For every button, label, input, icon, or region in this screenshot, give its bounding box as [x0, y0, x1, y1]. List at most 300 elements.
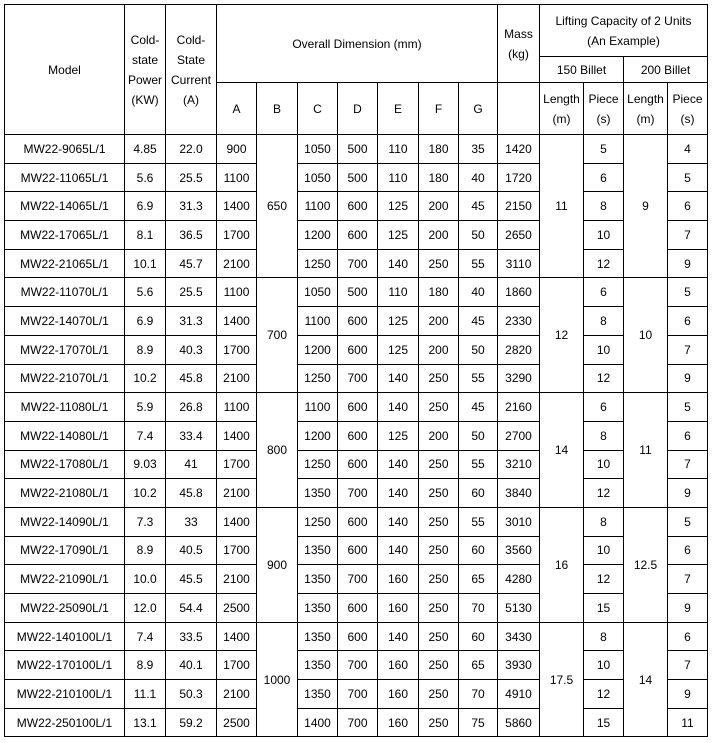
cell-piece-150: 8 — [584, 307, 624, 336]
cell-dim-f: 250 — [419, 622, 459, 651]
cell-model: MW22-21090L/1 — [5, 565, 125, 594]
cell-dim-c: 1250 — [298, 450, 338, 479]
cell-model: MW22-17070L/1 — [5, 335, 125, 364]
cell-length-150: 17.5 — [540, 622, 584, 737]
table-row — [5, 651, 708, 680]
cell-dim-c: 1100 — [298, 192, 338, 221]
cell-dim-a: 2100 — [217, 364, 257, 393]
table-row — [5, 192, 708, 221]
cell-mass: 2700 — [498, 421, 540, 450]
cell-piece-200: 6 — [668, 421, 708, 450]
cell-power: 10.0 — [125, 565, 166, 594]
cell-current: 45.8 — [166, 479, 217, 508]
table-header — [5, 5, 708, 135]
cell-dim-f: 250 — [419, 479, 459, 508]
table-row — [5, 335, 708, 364]
cell-dim-c: 1050 — [298, 278, 338, 307]
cell-power: 10.1 — [125, 249, 166, 278]
cell-current: 25.5 — [166, 163, 217, 192]
cell-dim-a: 1700 — [217, 450, 257, 479]
cell-dim-f: 250 — [419, 651, 459, 680]
cell-piece-200: 7 — [668, 335, 708, 364]
cell-piece-150: 6 — [584, 163, 624, 192]
cell-power: 7.3 — [125, 507, 166, 536]
cell-dim-a: 2100 — [217, 249, 257, 278]
header-length-150: Length (m) — [540, 83, 584, 135]
cell-length-200: 12.5 — [624, 507, 668, 622]
cell-dim-d: 600 — [338, 221, 378, 250]
header-mass-spacer — [498, 83, 540, 135]
cell-power: 8.9 — [125, 335, 166, 364]
cell-power: 9.03 — [125, 450, 166, 479]
cell-current: 33.4 — [166, 421, 217, 450]
cell-dim-d: 700 — [338, 565, 378, 594]
table-row — [5, 594, 708, 623]
cell-dim-d: 700 — [338, 708, 378, 737]
table-row — [5, 249, 708, 278]
cell-piece-200: 9 — [668, 479, 708, 508]
cell-dim-d: 600 — [338, 594, 378, 623]
cell-piece-200: 7 — [668, 450, 708, 479]
cell-dim-e: 140 — [378, 507, 419, 536]
cell-dim-d: 600 — [338, 335, 378, 364]
header-200-billet: 200 Billet — [624, 57, 708, 83]
cell-mass: 2820 — [498, 335, 540, 364]
cell-power: 8.9 — [125, 651, 166, 680]
cell-dim-e: 125 — [378, 421, 419, 450]
cell-dim-d: 700 — [338, 651, 378, 680]
cell-model: MW22-14080L/1 — [5, 421, 125, 450]
cell-dim-c: 1350 — [298, 536, 338, 565]
cell-model: MW22-11070L/1 — [5, 278, 125, 307]
table-row — [5, 536, 708, 565]
cell-dim-f: 180 — [419, 163, 459, 192]
cell-dim-g: 45 — [459, 307, 498, 336]
cell-dim-f: 250 — [419, 393, 459, 422]
cell-length-200: 14 — [624, 622, 668, 737]
cell-dim-f: 250 — [419, 594, 459, 623]
cell-mass: 3560 — [498, 536, 540, 565]
cell-length-200: 10 — [624, 278, 668, 393]
table-row — [5, 680, 708, 709]
cell-current: 45.5 — [166, 565, 217, 594]
cell-power: 8.9 — [125, 536, 166, 565]
cell-dim-a: 1400 — [217, 192, 257, 221]
cell-dim-e: 140 — [378, 364, 419, 393]
cell-mass: 5860 — [498, 708, 540, 737]
cell-power: 7.4 — [125, 421, 166, 450]
cell-model: MW22-25090L/1 — [5, 594, 125, 623]
cell-dim-e: 160 — [378, 565, 419, 594]
cell-dim-g: 50 — [459, 221, 498, 250]
cell-piece-200: 6 — [668, 192, 708, 221]
cell-power: 6.9 — [125, 192, 166, 221]
cell-dim-b: 700 — [257, 278, 298, 393]
cell-dim-g: 40 — [459, 163, 498, 192]
cell-model: MW22-140100L/1 — [5, 622, 125, 651]
cell-piece-150: 8 — [584, 192, 624, 221]
cell-piece-150: 10 — [584, 651, 624, 680]
cell-power: 5.9 — [125, 393, 166, 422]
cell-piece-200: 7 — [668, 651, 708, 680]
cell-length-150: 12 — [540, 278, 584, 393]
cell-dim-c: 1100 — [298, 393, 338, 422]
cell-dim-d: 600 — [338, 622, 378, 651]
header-mass: Mass (kg) — [498, 5, 540, 83]
cell-current: 40.5 — [166, 536, 217, 565]
cell-model: MW22-9065L/1 — [5, 135, 125, 164]
cell-current: 26.8 — [166, 393, 217, 422]
cell-dim-g: 60 — [459, 479, 498, 508]
header-dim-f: F — [419, 83, 459, 135]
cell-dim-d: 500 — [338, 278, 378, 307]
cell-piece-150: 12 — [584, 479, 624, 508]
cell-dim-c: 1050 — [298, 163, 338, 192]
cell-dim-c: 1400 — [298, 708, 338, 737]
cell-mass: 1860 — [498, 278, 540, 307]
cell-length-150: 14 — [540, 393, 584, 508]
cell-current: 33.5 — [166, 622, 217, 651]
cell-dim-g: 55 — [459, 507, 498, 536]
cell-dim-g: 45 — [459, 393, 498, 422]
cell-dim-c: 1350 — [298, 594, 338, 623]
cell-current: 22.0 — [166, 135, 217, 164]
cell-dim-a: 1100 — [217, 278, 257, 307]
cell-piece-200: 7 — [668, 565, 708, 594]
cell-power: 10.2 — [125, 364, 166, 393]
cell-dim-g: 70 — [459, 680, 498, 709]
cell-mass: 3010 — [498, 507, 540, 536]
cell-dim-e: 125 — [378, 192, 419, 221]
cell-power: 5.6 — [125, 278, 166, 307]
cell-piece-200: 6 — [668, 307, 708, 336]
header-dim-g: G — [459, 83, 498, 135]
cell-current: 54.4 — [166, 594, 217, 623]
cell-dim-d: 700 — [338, 364, 378, 393]
cell-model: MW22-14070L/1 — [5, 307, 125, 336]
cell-power: 13.1 — [125, 708, 166, 737]
cell-dim-f: 250 — [419, 364, 459, 393]
cell-dim-e: 160 — [378, 708, 419, 737]
cell-dim-a: 1400 — [217, 421, 257, 450]
table-row — [5, 278, 708, 307]
cell-dim-d: 700 — [338, 479, 378, 508]
cell-dim-e: 140 — [378, 622, 419, 651]
cell-model: MW22-21070L/1 — [5, 364, 125, 393]
cell-dim-d: 500 — [338, 135, 378, 164]
cell-mass: 3210 — [498, 450, 540, 479]
cell-dim-g: 50 — [459, 335, 498, 364]
cell-piece-200: 5 — [668, 278, 708, 307]
cell-mass: 2160 — [498, 393, 540, 422]
cell-piece-150: 10 — [584, 536, 624, 565]
cell-dim-e: 160 — [378, 680, 419, 709]
header-dim-c: C — [298, 83, 338, 135]
cell-dim-g: 60 — [459, 622, 498, 651]
cell-dim-e: 140 — [378, 450, 419, 479]
header-power: Cold- state Power (KW) — [125, 5, 166, 135]
table-body — [5, 135, 708, 737]
cell-mass: 3840 — [498, 479, 540, 508]
cell-dim-d: 700 — [338, 680, 378, 709]
cell-piece-150: 10 — [584, 335, 624, 364]
cell-dim-c: 1350 — [298, 565, 338, 594]
cell-dim-f: 200 — [419, 421, 459, 450]
cell-dim-d: 600 — [338, 536, 378, 565]
cell-current: 40.3 — [166, 335, 217, 364]
cell-model: MW22-21080L/1 — [5, 479, 125, 508]
cell-dim-a: 2100 — [217, 680, 257, 709]
cell-dim-b: 1000 — [257, 622, 298, 737]
cell-dim-g: 55 — [459, 249, 498, 278]
cell-model: MW22-11065L/1 — [5, 163, 125, 192]
cell-piece-200: 5 — [668, 507, 708, 536]
table-row — [5, 622, 708, 651]
cell-power: 4.85 — [125, 135, 166, 164]
cell-dim-b: 800 — [257, 393, 298, 508]
cell-dim-c: 1250 — [298, 364, 338, 393]
cell-piece-150: 15 — [584, 594, 624, 623]
cell-piece-200: 5 — [668, 393, 708, 422]
cell-length-150: 11 — [540, 135, 584, 278]
cell-dim-g: 65 — [459, 565, 498, 594]
table-row — [5, 708, 708, 737]
cell-piece-150: 8 — [584, 622, 624, 651]
cell-power: 5.6 — [125, 163, 166, 192]
cell-model: MW22-21065L/1 — [5, 249, 125, 278]
cell-model: MW22-14090L/1 — [5, 507, 125, 536]
cell-dim-a: 1400 — [217, 507, 257, 536]
cell-current: 50.3 — [166, 680, 217, 709]
cell-dim-f: 250 — [419, 536, 459, 565]
cell-power: 7.4 — [125, 622, 166, 651]
cell-dim-g: 55 — [459, 364, 498, 393]
cell-dim-a: 1700 — [217, 335, 257, 364]
cell-dim-c: 1350 — [298, 479, 338, 508]
cell-dim-f: 180 — [419, 135, 459, 164]
cell-model: MW22-17090L/1 — [5, 536, 125, 565]
header-length-200: Length (m) — [624, 83, 668, 135]
table-row — [5, 565, 708, 594]
cell-dim-a: 2500 — [217, 594, 257, 623]
cell-length-200: 11 — [624, 393, 668, 508]
cell-dim-e: 125 — [378, 307, 419, 336]
cell-dim-a: 900 — [217, 135, 257, 164]
cell-dim-a: 1100 — [217, 393, 257, 422]
cell-length-150: 16 — [540, 507, 584, 622]
cell-piece-150: 5 — [584, 135, 624, 164]
cell-dim-f: 250 — [419, 708, 459, 737]
cell-dim-f: 200 — [419, 307, 459, 336]
table-row — [5, 450, 708, 479]
cell-piece-150: 8 — [584, 507, 624, 536]
cell-piece-200: 4 — [668, 135, 708, 164]
cell-dim-c: 1100 — [298, 307, 338, 336]
cell-dim-c: 1250 — [298, 507, 338, 536]
cell-dim-f: 250 — [419, 249, 459, 278]
cell-dim-b: 650 — [257, 135, 298, 278]
cell-dim-c: 1200 — [298, 221, 338, 250]
cell-dim-e: 160 — [378, 594, 419, 623]
cell-dim-g: 45 — [459, 192, 498, 221]
cell-model: MW22-170100L/1 — [5, 651, 125, 680]
cell-dim-c: 1200 — [298, 335, 338, 364]
header-dim-d: D — [338, 83, 378, 135]
cell-piece-200: 9 — [668, 364, 708, 393]
cell-dim-f: 180 — [419, 278, 459, 307]
cell-piece-150: 15 — [584, 708, 624, 737]
cell-current: 33 — [166, 507, 217, 536]
cell-dim-a: 1400 — [217, 307, 257, 336]
cell-model: MW22-14065L/1 — [5, 192, 125, 221]
table-row — [5, 135, 708, 164]
cell-model: MW22-11080L/1 — [5, 393, 125, 422]
table-row — [5, 479, 708, 508]
cell-current: 45.7 — [166, 249, 217, 278]
spec-table — [4, 4, 708, 737]
cell-mass: 2650 — [498, 221, 540, 250]
cell-dim-e: 140 — [378, 393, 419, 422]
cell-dim-a: 2100 — [217, 479, 257, 508]
cell-dim-a: 1700 — [217, 221, 257, 250]
cell-dim-e: 140 — [378, 536, 419, 565]
cell-dim-g: 55 — [459, 450, 498, 479]
cell-current: 36.5 — [166, 221, 217, 250]
cell-dim-g: 50 — [459, 421, 498, 450]
cell-dim-e: 110 — [378, 278, 419, 307]
cell-dim-a: 2100 — [217, 565, 257, 594]
cell-power: 11.1 — [125, 680, 166, 709]
cell-dim-f: 250 — [419, 507, 459, 536]
cell-dim-f: 250 — [419, 680, 459, 709]
cell-piece-150: 12 — [584, 680, 624, 709]
cell-dim-c: 1250 — [298, 249, 338, 278]
cell-dim-g: 65 — [459, 651, 498, 680]
cell-dim-f: 200 — [419, 192, 459, 221]
cell-piece-150: 10 — [584, 450, 624, 479]
cell-model: MW22-17080L/1 — [5, 450, 125, 479]
header-150-billet: 150 Billet — [540, 57, 624, 83]
cell-piece-150: 12 — [584, 249, 624, 278]
cell-dim-d: 600 — [338, 393, 378, 422]
table-row — [5, 307, 708, 336]
header-overall-dimension: Overall Dimension (mm) — [217, 5, 498, 83]
table-row — [5, 163, 708, 192]
cell-piece-150: 12 — [584, 565, 624, 594]
cell-piece-200: 6 — [668, 622, 708, 651]
cell-dim-e: 140 — [378, 479, 419, 508]
table-row — [5, 393, 708, 422]
cell-piece-200: 9 — [668, 680, 708, 709]
cell-dim-g: 75 — [459, 708, 498, 737]
table-row — [5, 421, 708, 450]
cell-mass: 2150 — [498, 192, 540, 221]
cell-piece-150: 6 — [584, 393, 624, 422]
cell-dim-f: 200 — [419, 335, 459, 364]
cell-dim-g: 70 — [459, 594, 498, 623]
cell-dim-a: 2500 — [217, 708, 257, 737]
header-piece-200: Piece (s) — [668, 83, 708, 135]
cell-dim-a: 1400 — [217, 622, 257, 651]
cell-mass: 2330 — [498, 307, 540, 336]
cell-dim-d: 600 — [338, 450, 378, 479]
cell-mass: 3290 — [498, 364, 540, 393]
cell-power: 10.2 — [125, 479, 166, 508]
cell-piece-150: 12 — [584, 364, 624, 393]
cell-dim-f: 200 — [419, 221, 459, 250]
cell-dim-f: 250 — [419, 565, 459, 594]
cell-model: MW22-210100L/1 — [5, 680, 125, 709]
cell-mass: 1420 — [498, 135, 540, 164]
cell-current: 59.2 — [166, 708, 217, 737]
cell-piece-200: 6 — [668, 536, 708, 565]
cell-current: 41 — [166, 450, 217, 479]
cell-current: 45.8 — [166, 364, 217, 393]
cell-dim-d: 600 — [338, 507, 378, 536]
cell-dim-c: 1350 — [298, 680, 338, 709]
cell-dim-e: 160 — [378, 651, 419, 680]
cell-dim-d: 600 — [338, 421, 378, 450]
table-row — [5, 364, 708, 393]
cell-piece-150: 8 — [584, 421, 624, 450]
cell-dim-e: 110 — [378, 135, 419, 164]
cell-dim-d: 600 — [338, 307, 378, 336]
cell-mass: 5130 — [498, 594, 540, 623]
cell-dim-d: 500 — [338, 163, 378, 192]
cell-piece-200: 9 — [668, 249, 708, 278]
header-piece-150: Piece (s) — [584, 83, 624, 135]
cell-dim-c: 1050 — [298, 135, 338, 164]
cell-dim-e: 125 — [378, 221, 419, 250]
cell-dim-c: 1350 — [298, 651, 338, 680]
header-lifting-capacity: Lifting Capacity of 2 Units (An Example) — [540, 5, 708, 57]
cell-current: 31.3 — [166, 192, 217, 221]
cell-dim-a: 1700 — [217, 651, 257, 680]
cell-piece-200: 9 — [668, 594, 708, 623]
cell-dim-g: 60 — [459, 536, 498, 565]
cell-dim-a: 1100 — [217, 163, 257, 192]
cell-power: 8.1 — [125, 221, 166, 250]
header-model: Model — [5, 5, 125, 135]
cell-mass: 3430 — [498, 622, 540, 651]
cell-mass: 3930 — [498, 651, 540, 680]
cell-piece-150: 6 — [584, 278, 624, 307]
cell-mass: 4280 — [498, 565, 540, 594]
cell-mass: 3110 — [498, 249, 540, 278]
cell-power: 6.9 — [125, 307, 166, 336]
cell-dim-b: 900 — [257, 507, 298, 622]
cell-model: MW22-250100L/1 — [5, 708, 125, 737]
cell-dim-c: 1200 — [298, 421, 338, 450]
cell-dim-e: 140 — [378, 249, 419, 278]
cell-mass: 4910 — [498, 680, 540, 709]
cell-dim-g: 35 — [459, 135, 498, 164]
cell-dim-f: 250 — [419, 450, 459, 479]
cell-model: MW22-17065L/1 — [5, 221, 125, 250]
cell-piece-150: 10 — [584, 221, 624, 250]
cell-dim-g: 40 — [459, 278, 498, 307]
header-dim-e: E — [378, 83, 419, 135]
cell-dim-a: 1700 — [217, 536, 257, 565]
cell-current: 25.5 — [166, 278, 217, 307]
cell-piece-200: 7 — [668, 221, 708, 250]
cell-piece-200: 11 — [668, 708, 708, 737]
cell-current: 40.1 — [166, 651, 217, 680]
cell-mass: 1720 — [498, 163, 540, 192]
cell-dim-e: 110 — [378, 163, 419, 192]
cell-current: 31.3 — [166, 307, 217, 336]
header-dim-b: B — [257, 83, 298, 135]
